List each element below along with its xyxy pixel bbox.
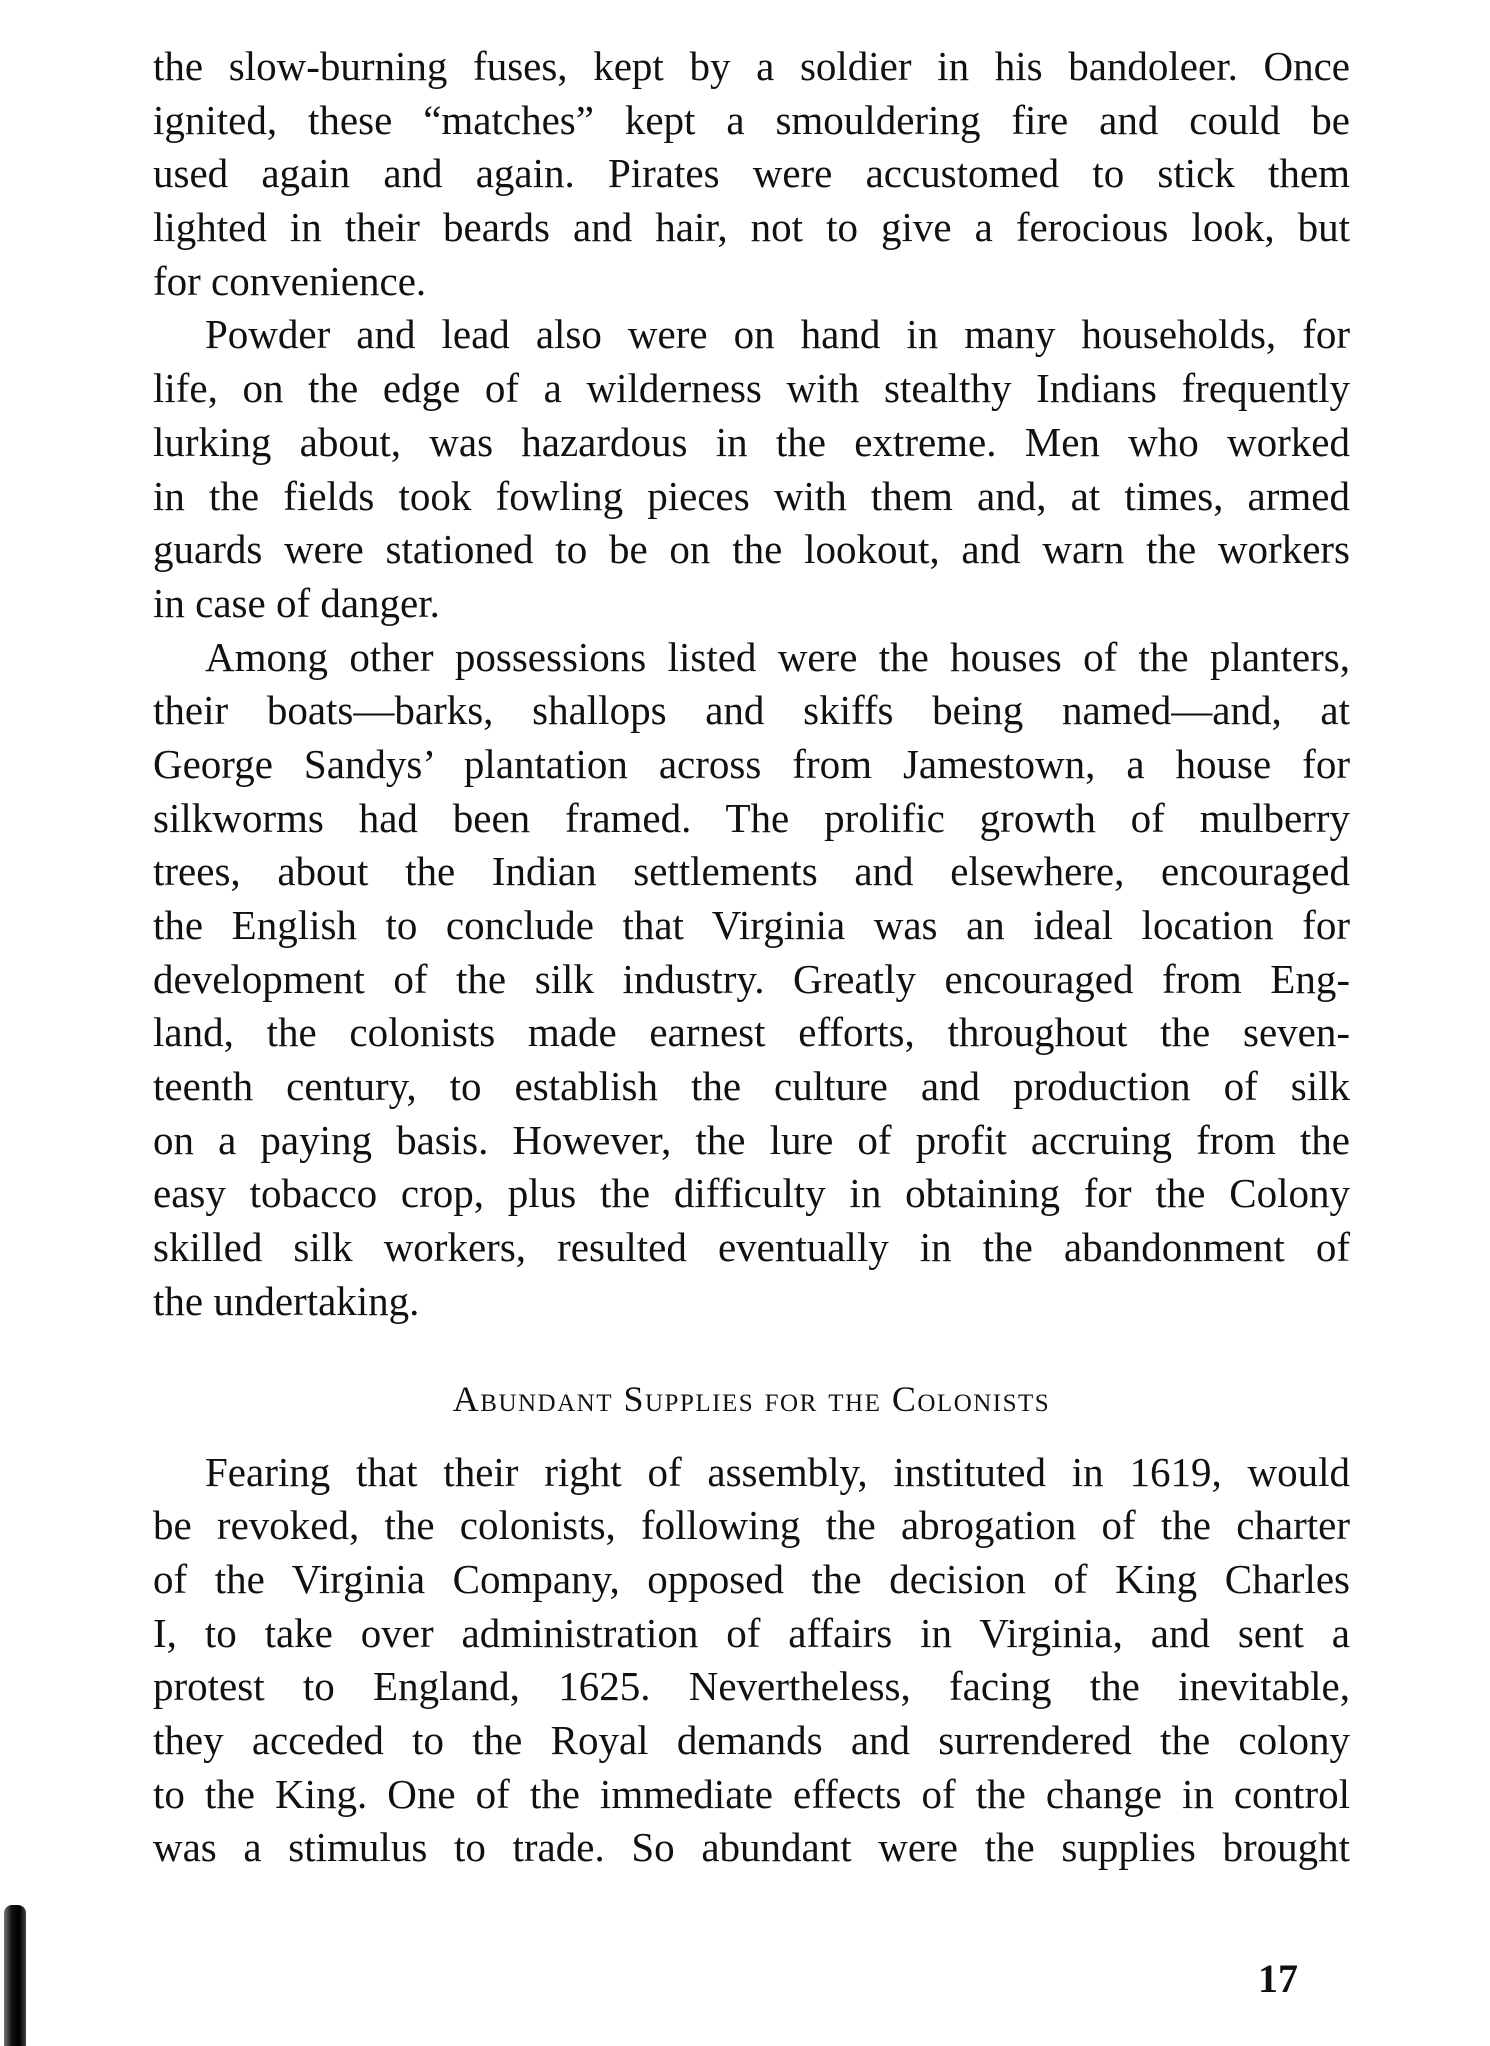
text-line	[153, 953, 1350, 1007]
text-line	[153, 1607, 1350, 1661]
text-line-content: protest to England, 1625. Nevertheless, facing the inevitable,	[153, 1663, 1350, 1710]
text-line	[153, 362, 1350, 416]
body-text-after-heading	[153, 1446, 1350, 1876]
text-line-content: Powder and lead also were on hand in many households, for	[205, 311, 1350, 358]
text-line-content: they acceded to the Royal demands and surrendered the colony	[153, 1716, 1350, 1763]
text-line	[153, 1446, 1350, 1500]
text-line	[153, 899, 1350, 953]
text-line-content: skilled silk workers, resulted eventually in the abandonment of	[153, 1224, 1350, 1271]
text-line	[153, 1768, 1350, 1822]
text-line-content: trees, about the Indian settlements and elsewhere, encouraged	[153, 848, 1350, 895]
paragraph	[153, 631, 1350, 1329]
text-line-content: be revoked, the colonists, following the abrogation of the charter	[153, 1502, 1350, 1549]
page-number: 17	[1258, 1956, 1298, 2001]
text-line	[153, 631, 1350, 685]
text-line-content: was a stimulus to trade. So abundant were the supplies brought	[153, 1824, 1350, 1871]
text-line-content: in the fields took fowling pieces with them and, at times, armed	[153, 472, 1350, 519]
scan-edge-artifact	[4, 1905, 26, 2046]
text-line	[153, 1060, 1350, 1114]
text-line	[153, 1499, 1350, 1553]
text-line	[153, 1553, 1350, 1607]
text-line	[153, 1821, 1350, 1875]
text-line-content: easy tobacco crop, plus the difficulty in obtaining for the Colony	[153, 1170, 1350, 1217]
body-text-before-heading	[153, 40, 1350, 1329]
text-line	[153, 255, 1350, 309]
text-line-content: George Sandys’ plantation across from Jamestown, a house for	[153, 740, 1350, 787]
text-line	[153, 1660, 1350, 1714]
paragraph	[153, 40, 1350, 308]
text-line-content: on a paying basis. However, the lure of profit accruing from the	[153, 1116, 1350, 1163]
text-line-content: Among other possessions listed were the houses of the planters,	[205, 633, 1350, 680]
text-line-content: used again and again. Pirates were accustomed to stick them	[153, 150, 1350, 197]
text-line-content: lurking about, was hazardous in the extreme. Men who worked	[153, 418, 1350, 465]
text-line	[153, 792, 1350, 846]
text-line	[153, 523, 1350, 577]
text-line	[153, 40, 1350, 94]
text-line-content: silkworms had been framed. The prolific growth of mulberry	[153, 794, 1350, 841]
text-line-content: their boats—barks, shallops and skiffs being named—and, at	[153, 687, 1350, 734]
page-body	[153, 40, 1350, 1875]
text-line-content: development of the silk industry. Greatly encouraged from Eng-	[153, 955, 1350, 1002]
paragraph	[153, 1446, 1350, 1876]
text-line-content: guards were stationed to be on the lookout, and warn the workers	[153, 526, 1350, 573]
text-line-content: the slow-burning fuses, kept by a soldier in his bandoleer. Once	[153, 43, 1350, 89]
section-heading: Abundant Supplies for the Colonists	[452, 1378, 1051, 1419]
text-line-content: for convenience.	[153, 257, 427, 304]
text-line-content: ignited, these “matches” kept a smouldering fire and could be	[153, 96, 1350, 143]
text-line-content: land, the colonists made earnest efforts, throughout the seven-	[153, 1009, 1350, 1056]
text-line	[153, 416, 1350, 470]
text-line-content: of the Virginia Company, opposed the decision of King Charles	[153, 1555, 1350, 1602]
text-line	[153, 1221, 1350, 1275]
text-line-content: to the King. One of the immediate effects of the change in control	[153, 1770, 1350, 1817]
text-line-content: in case of danger.	[153, 579, 440, 626]
text-line	[153, 308, 1350, 362]
text-line	[153, 1167, 1350, 1221]
text-line-content: the undertaking.	[153, 1277, 420, 1324]
text-line	[153, 845, 1350, 899]
text-line-content: I, to take over administration of affairs in Virginia, and sent a	[153, 1609, 1350, 1656]
text-line	[153, 684, 1350, 738]
text-line	[153, 1114, 1350, 1168]
text-line	[153, 147, 1350, 201]
paragraph	[153, 308, 1350, 630]
text-line	[153, 1006, 1350, 1060]
text-line	[153, 470, 1350, 524]
text-line-content: lighted in their beards and hair, not to give a ferocious look, but	[153, 204, 1350, 251]
text-line-content: teenth century, to establish the culture and production of silk	[153, 1063, 1350, 1110]
text-line	[153, 201, 1350, 255]
text-line	[153, 1714, 1350, 1768]
text-line-content: life, on the edge of a wilderness with stealthy Indians frequently	[153, 365, 1350, 412]
text-line-content: the English to conclude that Virginia was an ideal location for	[153, 902, 1350, 948]
text-line-content: Fearing that their right of assembly, instituted in 1619, would	[205, 1448, 1350, 1495]
text-line	[153, 94, 1350, 148]
text-line	[153, 738, 1350, 792]
text-line	[153, 577, 1350, 631]
text-line	[153, 1275, 1350, 1329]
